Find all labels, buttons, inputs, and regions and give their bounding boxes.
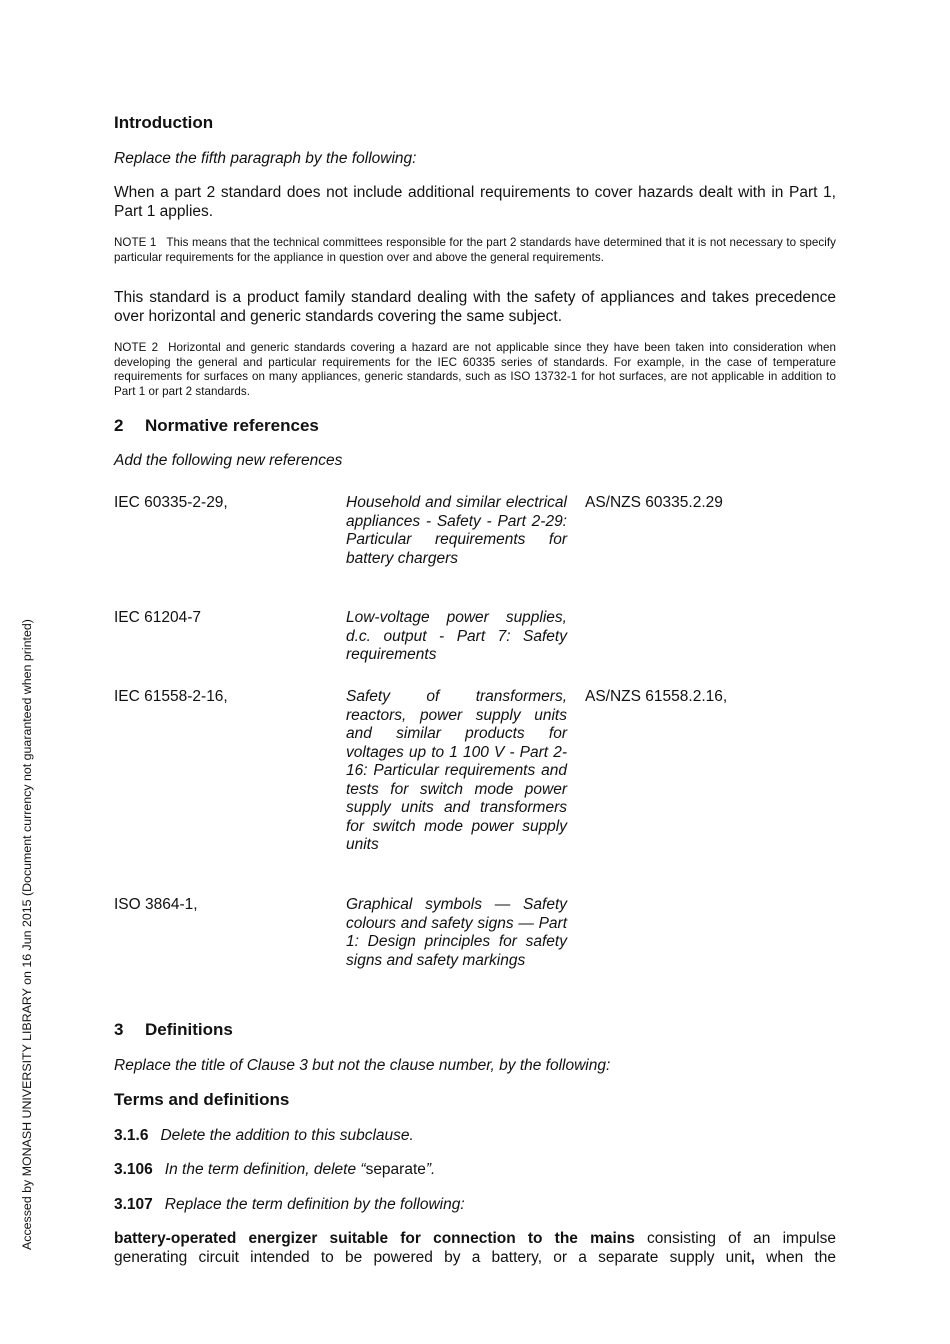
- introduction-heading: Introduction: [114, 113, 214, 132]
- clause-text: In the term definition, delete “: [164, 1161, 366, 1178]
- reference-title: Low-voltage power supplies, d.c. output - Part 7: Safety requirements: [346, 609, 567, 663]
- reference-equivalent: AS/NZS 61558.2.16,: [585, 688, 728, 705]
- section-2-instruction: Add the following new references: [114, 452, 343, 469]
- section-3-heading: [114, 1020, 836, 1040]
- clause-text: Delete the addition to this subclause.: [160, 1127, 414, 1144]
- definition-text: consisting of an impulse: [634, 1230, 836, 1247]
- introduction-paragraph-1: When a part 2 standard does not include additional requirements to cover hazards dealt with in Part 1, Part 1 applies.: [114, 184, 836, 220]
- reference-title: Household and similar electrical appliances - Safety - Part 2-29: Particular requirements for battery chargers: [346, 494, 567, 567]
- section-2-title: Normative references: [145, 416, 319, 435]
- definition-comma: ,: [750, 1249, 755, 1266]
- clause-text: Replace the term definition by the following:: [164, 1196, 465, 1213]
- reference-equivalent: AS/NZS 60335.2.29: [585, 494, 723, 511]
- note-2-tag: NOTE 2: [114, 341, 159, 354]
- reference-title: Graphical symbols — Safety colours and safety signs — Part 1: Design principles for safety signs and safety markings: [346, 896, 567, 969]
- defined-term: battery-operated energizer suitable for connection to the mains: [114, 1230, 635, 1247]
- introduction-paragraph-2: This standard is a product family standard dealing with the safety of appliances and takes precedence over horizontal and generic standards covering the same subject.: [114, 289, 836, 325]
- clause-number: 3.106: [114, 1161, 153, 1178]
- definition-text-end: when the: [754, 1249, 836, 1266]
- note-2: [114, 341, 836, 399]
- terms-and-definitions-heading: Terms and definitions: [114, 1090, 290, 1109]
- reference-title: Safety of transformers, reactors, power supply units and similar products for voltages up to 1 100 V - Part 2-16: Particular requirements and tests for switch mode power supply units and transformers for switch mode power supply units: [346, 688, 567, 853]
- reference-id: IEC 61204-7: [114, 609, 202, 626]
- note-2-text: Horizontal and generic standards covering a hazard are not applicable since they have been taken into consideration when developing the general and particular requirements for the IEC 60335 series of standards. For example, in the case of temperature requirements for surfaces on many appliances, generic standards, such as ISO 13732-1 for hot surfaces, are not applicable in addition to Part 1 or part 2 standards.: [114, 341, 836, 398]
- section-3-title: Definitions: [145, 1020, 233, 1039]
- note-1-text: This means that the technical committees responsible for the part 2 standards have determined that it is not necessary to specify particular requirements for the appliance in question over and above the general requirements.: [114, 236, 836, 264]
- clause-quoted-word: separate: [365, 1161, 426, 1178]
- clause-number: 3.1.6: [114, 1127, 149, 1144]
- definition-text: generating circuit intended to be powered by a battery, or a separate supply unit: [114, 1249, 751, 1266]
- section-2-number: 2: [114, 416, 124, 435]
- definition-line-1: [114, 1229, 836, 1248]
- note-1: [114, 236, 836, 265]
- section-2-heading: [114, 416, 836, 436]
- clause-3-106: [114, 1160, 836, 1179]
- clause-number: 3.107: [114, 1196, 153, 1213]
- clause-3-1-6: [114, 1126, 836, 1145]
- access-watermark: Accessed by MONASH UNIVERSITY LIBRARY on 16 Jun 2015 (Document currency not guaranteed when printed): [20, 619, 34, 1250]
- clause-text-end: ”.: [425, 1161, 436, 1178]
- note-1-tag: NOTE 1: [114, 236, 157, 249]
- clause-3-107: [114, 1195, 836, 1214]
- introduction-instruction: Replace the fifth paragraph by the following:: [114, 150, 417, 167]
- section-3-number: 3: [114, 1020, 124, 1039]
- reference-id: ISO 3864-1,: [114, 896, 198, 913]
- definition-line-2: [114, 1248, 836, 1267]
- reference-id: IEC 60335-2-29,: [114, 494, 228, 511]
- section-3-instruction: Replace the title of Clause 3 but not the clause number, by the following:: [114, 1057, 611, 1074]
- reference-id: IEC 61558-2-16,: [114, 688, 228, 705]
